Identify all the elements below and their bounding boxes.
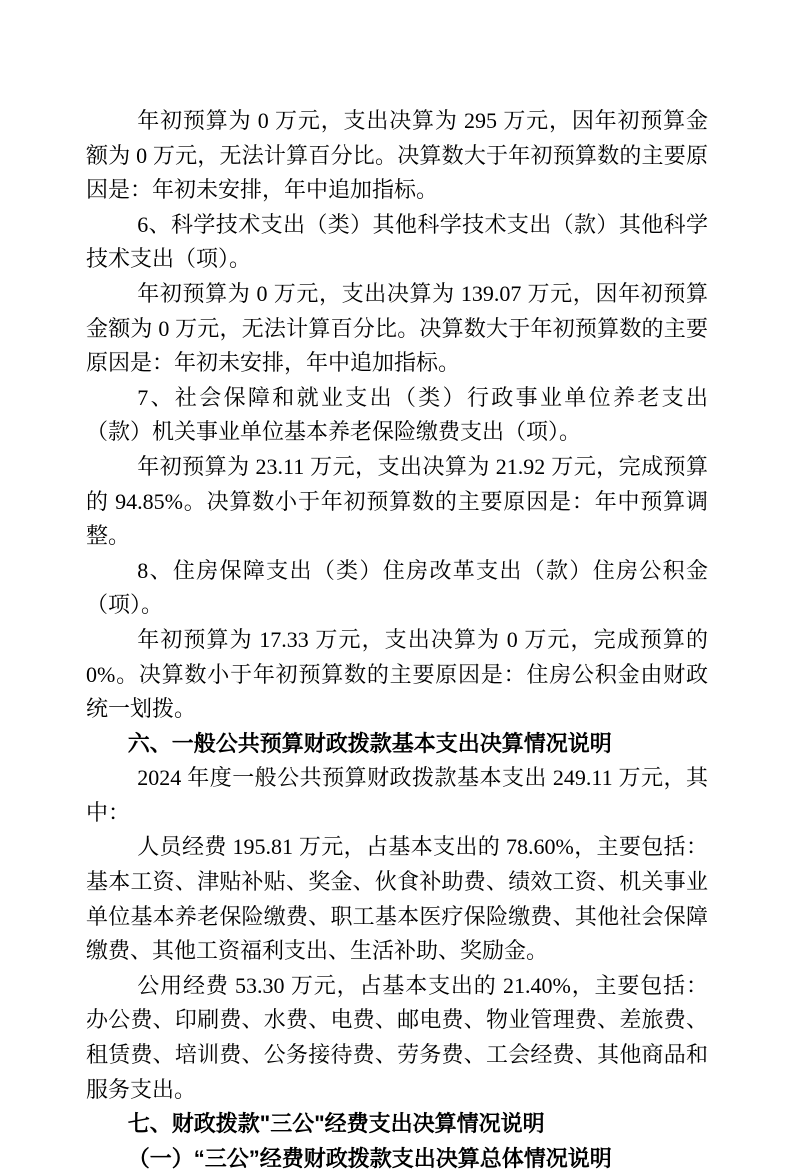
paragraph-public-expenses: 公用经费 53.30 万元，占基本支出的 21.40%，主要包括：办公费、印刷费、水费、电费、邮电费、物业管理费、差旅费、租赁费、培训费、公务接待费、劳务费、工会经费、其他商品和服务支出。: [86, 972, 708, 1102]
paragraph-item7-budget-detail: 年初预算为 23.11 万元，支出决算为 21.92 万元，完成预算的 94.85%。决算数小于年初预算数的主要原因是：年中预算调整。: [86, 453, 708, 549]
paragraph-basic-expenditure-total: 2024 年度一般公共预算财政拨款基本支出 249.11 万元，其中：: [86, 765, 708, 825]
paragraph-item6-budget-detail: 年初预算为 0 万元，支出决算为 139.07 万元，因年初预算金额为 0 万元，无法计算百分比。决算数大于年初预算数的主要原因是：年初未安排，年中追加指标。: [86, 280, 708, 376]
heading-section-7-three-public-funds: 七、财政拨款"三公"经费支出决算情况说明: [127, 1111, 545, 1137]
heading-section-7-1-overall-situation: （一）“三公”经费财政拨款支出决算总体情况说明: [127, 1145, 612, 1171]
paragraph-item8-budget-detail: 年初预算为 17.33 万元，支出决算为 0 万元，完成预算的 0%。决算数小于年初预算数的主要原因是：住房公积金由财政统一划拨。: [86, 626, 708, 722]
paragraph-item6-science-tech-title: 6、科学技术支出（类）其他科学技术支出（款）其他科学技术支出（项）。: [86, 211, 708, 272]
document-body: [86, 104, 708, 1176]
heading-section-6-basic-expenditure: 六、一般公共预算财政拨款基本支出决算情况说明: [127, 730, 612, 756]
paragraph-item5-budget-detail: 年初预算为 0 万元，支出决算为 295 万元，因年初预算金额为 0 万元，无法计算百分比。决算数大于年初预算数的主要原因是：年初未安排，年中追加指标。: [86, 108, 708, 203]
paragraph-personnel-expenses: 人员经费 195.81 万元，占基本支出的 78.60%，主要包括：基本工资、津贴补贴、奖金、伙食补助费、绩效工资、机关事业单位基本养老保险缴费、职工基本医疗保险缴费、其他社会保障缴费、其他工资福利支出、生活补助、奖励金。: [86, 834, 708, 964]
paragraph-item7-social-security-title: 7、社会保障和就业支出（类）行政事业单位养老支出（款）机关事业单位基本养老保险缴费支出（项）。: [86, 384, 708, 445]
paragraph-item8-housing-title: 8、住房保障支出（类）住房改革支出（款）住房公积金（项）。: [86, 557, 708, 618]
